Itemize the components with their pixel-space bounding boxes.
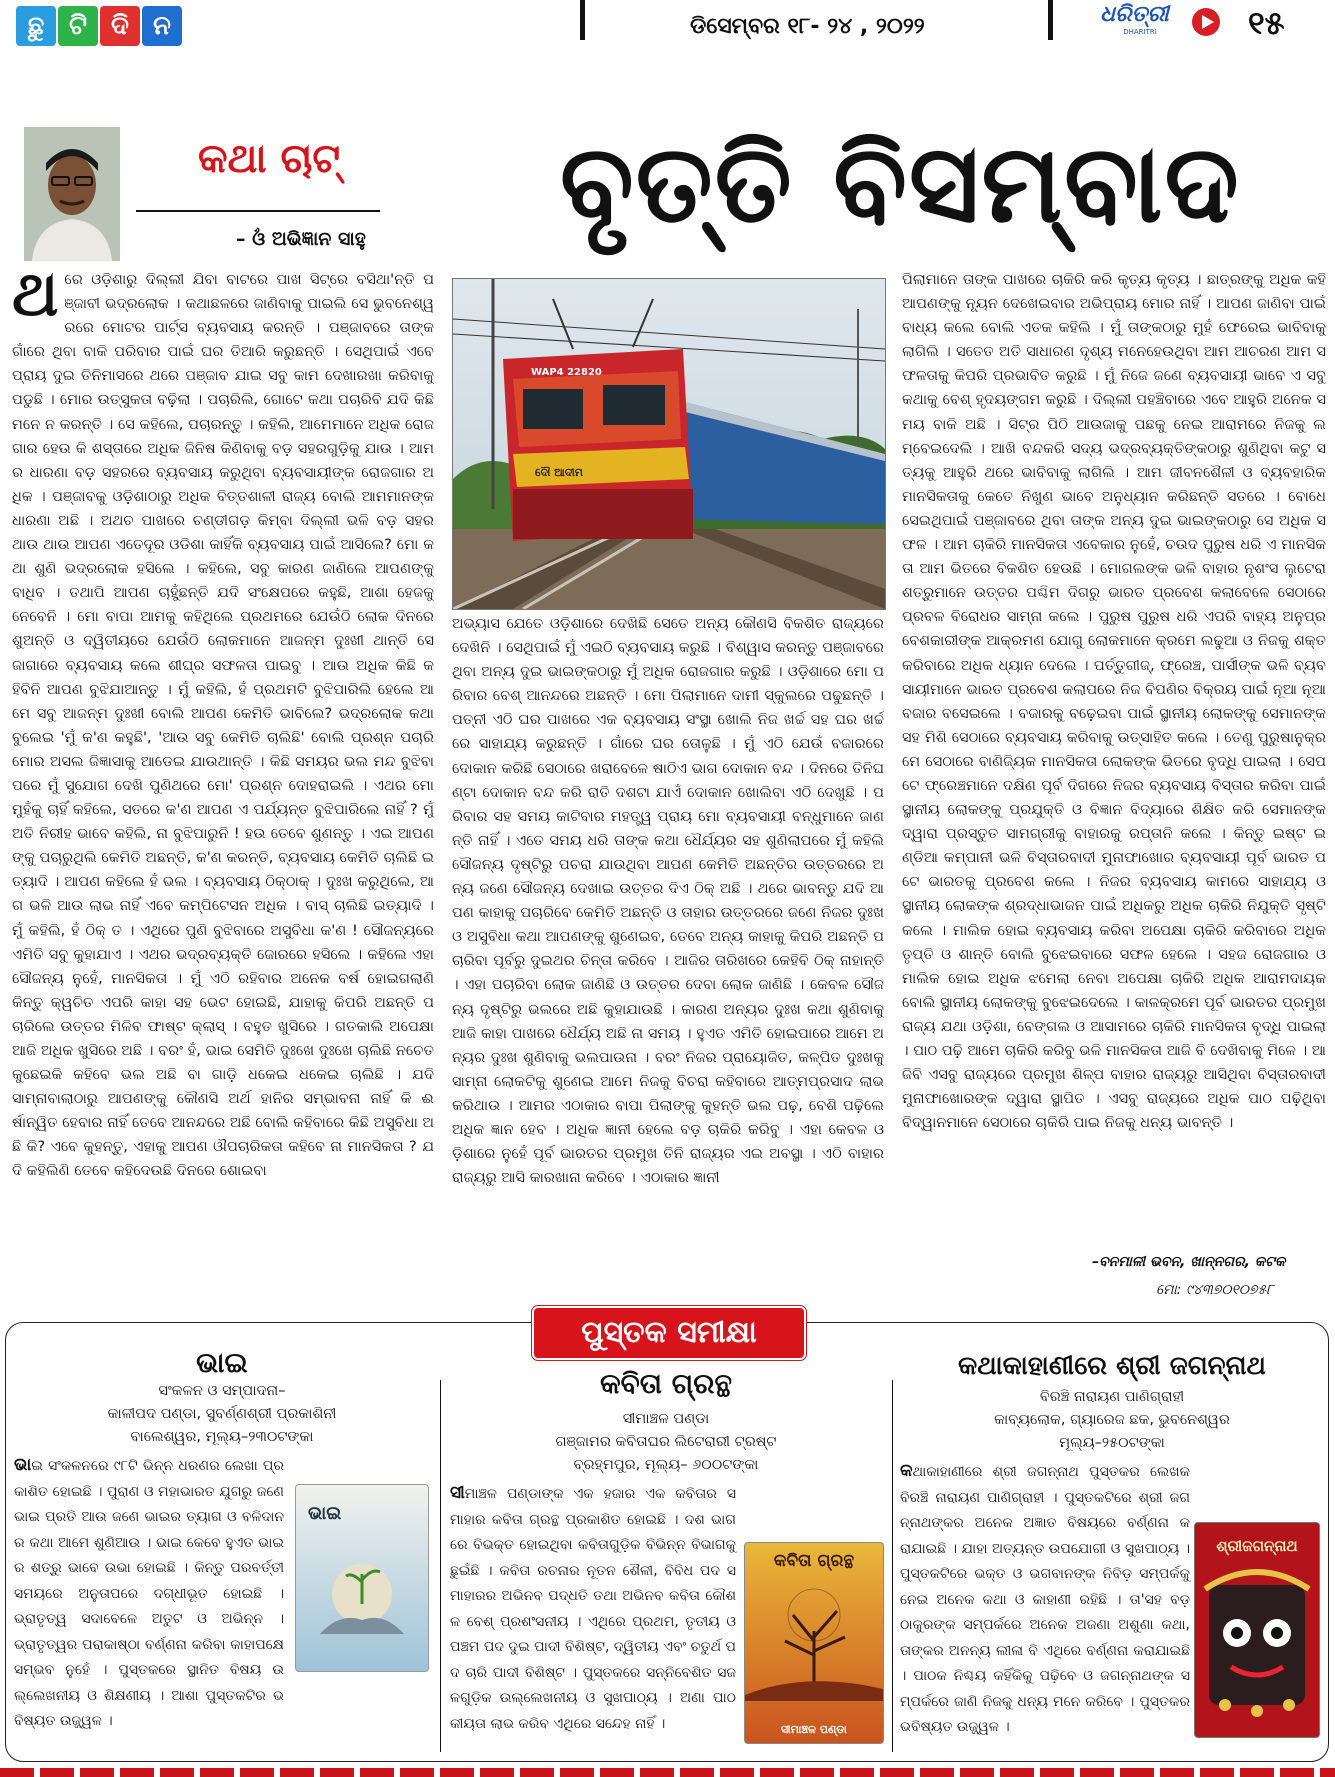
book-publisher: କାବ୍ୟଲୋକ, ଗ୍ୟାରେଜ ଛକ, ଭୁବନେଶ୍ୱର [994,1412,1230,1428]
masthead-letter-4: ନ [142,6,182,46]
dropcap: ଥ [12,268,59,330]
article-column-1 [12,268,434,1308]
article-signature: –ବନମାଳୀ ଭବନ, ଖାନ୍‌ନଗର, କଟକ [1092,1254,1286,1270]
cover-title: କବିତା ଗ୍ରନ୍ଥ [773,1551,855,1571]
article-text-3: ପିଲାମାନେ ତାଙ୍କ ପାଖରେ ଚାକିରି କରି କୃତ୍ୟ କୃତ୍ୟ । ଛାତ୍ରଙ୍କୁ ଅଧିକ କହି ଆପଣଙ୍କୁ ନ୍ୟୂନ ଦେଖେଇବାର ଅଭିପ୍ରାୟ ମୋର ନାହିଁ । ଆପଣ ଜାଣିବା ପାଇଁ ବାଧ୍ୟ କଲେ ବୋଲି ଏତକ କହିଲି । ମୁଁ ତାଙ୍କଠାରୁ ମୁହଁ ଫେରେଇ ଭାବିବାକୁ ଲାଗିଲି । ସତେତ ଅତି ସାଧାରଣ ଦୃଶ୍ୟ ମନେହେଉଥିବା ଆମ ଆଚରଣ ଆମ ସଫଳତାକୁ କିପରି ପ୍ରଭାବିତ କରୁଛି । ମୁଁ ନିଜେ ଜଣେ ବ୍ୟବସାୟୀ ଭାବେ ଏ ସବୁ କଥାକୁ ବେଶ୍ ହୃଦୟଙ୍ଗମ କରୁଛି । ଦିଲ୍ଲୀ ପହଞ୍ଚିବାରେ ଏବେ ଆହୁରି ଅନେକ ସମୟ ବାକି ଅଛି । ସିଟ୍‌ର ପିଠି ଆଉଜାକୁ ପଛକୁ ନେଇ ଆରାମରେ ନିଜକୁ ଲମ୍ବେଇଦେଲି । ଆଖି ବନ୍ଦକରି ସଦ୍ୟ ଭଦ୍ରବ୍ୟକ୍ତିଙ୍କଠାରୁ ଶୁଣିଥିବା କଟୁ ସତ୍ୟକୁ ଆହୁରି ଥରେ ଭାବିବାକୁ ଲାଗିଲି । ଆମ ଜୀବନଶୈଳୀ ଓ ବ୍ୟବହାରିକ ମାନସିକତାକୁ କେତେ ନିଖୁଣ ଭାବେ ଅନୁଧ୍ୟାନ କରିଛନ୍ତି ସତରେ । ବୋଧେ ସେଇଥିପାଇଁ ପଞ୍ଜାବରେ ଥିବା ତାଙ୍କ ଅନ୍ୟ ଦୁଇ ଭାଇଙ୍କଠାରୁ ସେ ଅଧିକ ସଫଳ । ଆମ ଚାକିରି ମାନସିକତା ଏବେକାର ନୁହେଁ, ଚଉଦ ପୁରୁଷ ଧରି ଏ ମାନସିକତା ଆମ ଭିତରେ ବିକଶିତ ହେଉଛି । ମୋଗଲଙ୍କ ଭଳି ବାହାର ନୃଶଂସ ଲୁଟେରା ଶତ୍ରୁମାନେ ଉତ୍ତର ପଶ୍ଚିମ ଦିଗରୁ ଭାରତ ପ୍ରବେଶ କଲାବେଳେ ସେଠାରେ ପ୍ରବଳ ବିରୋଧର ସାମ୍ନା କଲେ । ପୁରୁଷ ପୁରୁଷ ଧରି ଏପରି ବାହ୍ୟ ଅନୁପ୍ରବେଶକାରୀଙ୍କ ଆକ୍ରମଣ ଯୋଗୁ ଲୋକମାନେ କ୍ରମେ ଲଢୁଆ ଓ ନିଜକୁ ଶକ୍ତ କରିବାରେ ଅଧିକ ଧ୍ୟାନ ଦେଲେ । ପର୍ତ୍ତୁଗୀଜ୍, ଫ୍ରେଞ୍ଚ, ପାର୍ସୀଙ୍କ ଭଳି ବ୍ୟବସାୟୀମାନେ ଭାରତ ପ୍ରବେଶ କଲାପରେ ନିଜ ବିପଣିର ବିକ୍ରୟ ପାଇଁ ନୂଆ ନୂଆ ବଜାର ବସେଇଲେ । ବଜାରକୁ ବଢ଼େଇବା ପାଇଁ ସ୍ଥାନୀୟ ଲୋକଙ୍କୁ ସେମାନଙ୍କ ସହ ମିଶି ସେଠାରେ ବ୍ୟବସାୟ କରିବାକୁ ଉତ୍ସାହିତ କଲେ । ତେଣୁ ପୁରୁଷାନୁକ୍ରମେ ସେଠାରେ ବାଣିଜ୍ୟିକ ମାନସିକତା ଲୋକଙ୍କ ଭିତରେ ବୃଦ୍ଧି ପାଇଲା । ସେପଟେ ଫ୍ରେଞ୍ଚମାନେ ଦକ୍ଷିଣ ପୂର୍ବ ଦିଗରେ ନିଜର ବ୍ୟବସାୟ ବିସ୍ତାର କରିବା ପାଇଁ ସ୍ଥାନୀୟ ଲୋକଙ୍କୁ ପ୍ରଯୁକ୍ତି ଓ ବିଜ୍ଞାନ ବିଦ୍ୟାରେ ଶିକ୍ଷିତ କରି ସେମାନଙ୍କ ଦ୍ୱାରା ପ୍ରସ୍ତୁତ ସାମଗ୍ରୀକୁ ବାହାରକୁ ରପ୍ତାନି କଲେ । କିନ୍ତୁ ଇଷ୍ଟ ଇଣ୍ଡିଆ କମ୍ପାନୀ ଭଳି ବିସ୍ତାରବାଦୀ ମୁନାଫାଖୋର ବ୍ୟବସାୟୀ ପୂର୍ବ ଭାରତ ପଟେ ଭାରତକୁ ପ୍ରବେଶ କଲେ । ନିଜର ବ୍ୟବସାୟ କାମରେ ସାହାଯ୍ୟ ଓ ସ୍ଥାନୀୟ ଲୋକଙ୍କ ଶ୍ରଦ୍ଧାଭାଜନ ପାଇଁ ଅଧିକରୁ ଅଧିକ ଚାକିରି ନିଯୁକ୍ତି ସୃଷ୍ଟି କଲେ । ମାଲିକ ହୋଇ ବ୍ୟବସାୟ କରିବା ଅପେକ୍ଷା ଚାକିରି କରିବାରେ ଅଧିକ ତୃପ୍ତି ଓ ଶାନ୍ତି ବୋଲି ବୁଝେଇବାରେ ସଫଳ ହେଲେ । ସହଜ ରୋଜଗାର ଓ ମାଲିକ ହୋଇ ଅଧିକ ଝମେଲା ନେବା ଅପେକ୍ଷା ଚାକିରି ଅଧିକ ଆରାମଦାୟକ ବୋଲି ସ୍ଥାନୀୟ ଲୋକଙ୍କୁ ବୁଝେଇଦେଲେ । କାଳକ୍ରମେ ପୂର୍ବ ଭାରତର ପ୍ରମୁଖ ରାଜ୍ୟ ଯଥା ଓଡ଼ିଶା, ବେଙ୍ଗଲ ଓ ଆସାମରେ ଚାକିରି ମାନସିକତା ବୃଦ୍ଧି ପାଇଲା । ପାଠ ପଢ଼ି ଆମେ ଚାକିରି କରିବୁ ଭଳି ମାନସିକତା ଆଜି ବି ଦେଖିବାକୁ ମିଳେ । ଆଜିବି ଏସବୁ ରାଜ୍ୟରେ ପ୍ରମୁଖ ଶିଳ୍ପ ବାହାର ରାଜ୍ୟରୁ ଆସିଥିବା ବିସ୍ତାରବାଦୀ ମୁନାଫାଖୋରଙ୍କ ଦ୍ୱାରା ସ୍ଥାପିତ । ଏସବୁ ରାଜ୍ୟରେ ଅଧିକ ପାଠ ପଢ଼ିଥିବା ବିଦ୍ୱାନମାନେ ସେଠାରେ ଚାକିରି ପାଇ ନିଜକୁ ଧନ୍ୟ ଭାବନ୍ତି । [902,271,1326,1132]
cover-title: ଶ୍ରୀଜଗନ୍ନାଥ [1216,1537,1298,1555]
reviews-label-text: ପୁସ୍ତକ ସମୀକ୍ଷା [581,1315,757,1350]
article-column-3 [902,268,1326,1248]
cover-hands-icon [296,1524,428,1644]
footer-rule [0,1768,1335,1777]
masthead-letter-2: ଟି [58,6,98,46]
book-author: ବିରଞ୍ଚି ନାରାୟଣ ପାଣିଗ୍ରାହୀ [1039,1389,1185,1405]
column-rule [136,210,380,212]
review-lead: କ [900,1461,913,1481]
book-title: କଥାକାହାଣୀରେ ଶ୍ରୀ ଜଗନ୍ନାଥ [958,1351,1266,1381]
header-divider-2 [1048,0,1053,40]
headline: ବୃତ୍ତି ବିସମ୍ବାଦ [560,122,1241,247]
article-column-2 [452,612,884,1308]
book-price: ମୂଲ୍ୟ–୨୫୦ଟଙ୍କା [1059,1435,1165,1451]
book-cover-kabita-grantha [744,1542,884,1744]
review-divider-2 [892,1380,893,1752]
review-lead: ଭା [14,1455,32,1475]
header-divider [580,0,585,40]
section-masthead [16,6,184,46]
brand-name: ଧରିତ୍ରୀ [1100,2,1169,27]
page-number: ୧୫ [1248,4,1285,42]
cover-title: ଭାଇ [308,1503,342,1524]
book-cover-bhai [295,1484,429,1672]
article-text-1: ରେ ଓଡ଼ିଶାରୁ ଦିଲ୍ଲୀ ଯିବା ବାଟରେ ପାଖ ସିଟ୍‌ରେ ବସିଥା'ନ୍ତି ପଞ୍ଜାବୀ ଭଦ୍ରଲୋକ । କଥାଛଳରେ ଜାଣିବାକୁ ପାଇଲି ସେ ଭୁବନେଶ୍ୱରରେ ମୋଟର ପାର୍ଟ୍ସ ବ୍ୟବସାୟ କରନ୍ତି । ପଞ୍ଜାବରେ ତାଙ୍କ ଗାଁରେ ଥିବା ବାକି ପରିବାର ପାଇଁ ଘର ତିଆରି କରୁଛନ୍ତି । ସେଥିପାଇଁ ଏବେ ପ୍ରାୟ ଦୁଇ ତିନିମାସରେ ଥରେ ପଞ୍ଜାବ ଯାଇ ସବୁ କାମ ଦେଖାରଖା କରିବାକୁ ପଡୁଛି । ମୋର ଉତ୍ସୁକତା ବଢ଼ିଲା । ପଚାରିଲି, ଗୋଟେ କଥା ପଚାରିବି ଯଦି କିଛି ମନେ ନ କରନ୍ତି । ସେ କହିଲେ, ପଚାରନ୍ତୁ । କହିଲି, ଆମେମାନେ ଅଧିକ ରୋଜଗାର ହେଉ କି ଶସ୍ତାରେ ଅଧିକ ଜିନିଷ କିଣିବାକୁ ବଡ଼ ସହରଗୁଡ଼ିକୁ ଯାଉ । ଆମର ଧାରଣା ବଡ଼ ସହରରେ ବ୍ୟବସାୟ କରୁଥିବା ବ୍ୟବସାୟୀଙ୍କ ରୋଜଗାର ଅଧିକ । ପଞ୍ଜାବକୁ ଓଡ଼ିଶାଠାରୁ ଅଧିକ ବିତ୍ତଶାଳୀ ରାଜ୍ୟ ବୋଲି ଆମମାନଙ୍କ ଧାରଣା ଅଛି । ଅଥଚ ପାଖରେ ଚଣ୍ଡୀଗଡ଼ କିମ୍ବା ଦିଲ୍ଲୀ ଭଳି ବଡ଼ ସହର ଥାଉ ଥାଉ ଆପଣ ଏତେଦୂର ଓଡିଶା କାହିଁକି ବ୍ୟବସାୟ ପାଇଁ ଆସିଲେ? ମୋ କଥା ଶୁଣି ଭଦ୍ରଲୋକ ହସିଲେ । କହିଲେ, ସବୁ କାରଣ ଜାଣିଲେ ଆପଣଙ୍କୁ ବାଧିବ । ତଥାପି ଆପଣ ଚାହୁଁଛନ୍ତି ଯଦି ସଂକ୍ଷେପରେ କହୁଛି, ଆଶା ହେଜକୁ ନେବେନି । ମୋ ବାପା ଆମକୁ କହିଥିଲେ ପ୍ରଥମରେ ଯେଉଁଠି ଲୋକ ଦିନରେ ଶୁଅନ୍ତି ଓ ଦ୍ୱିତୀୟରେ ଯେଉଁଠି ଲୋକମାନେ ଆଜନ୍ମ ଦୁଃଖୀ ଥାନ୍ତି ସେ ଜାଗାରେ ବ୍ୟବସାୟ କଲେ ଶୀଘ୍ର ସଫଳତା ପାଇବୁ । ଆଉ ଅଧିକ କିଛି କହିବିନି ଆପଣ ବୁଝିଯାଆନ୍ତୁ । ମୁଁ କହିଲି, ହଁ ପ୍ରଥମଟି ବୁଝିପାରିଲି ହେଲେ ଆମେ ସବୁ ଆଜନ୍ମ ଦୁଃଖୀ ବୋଲି ଆପଣ କେମିତି ଭାବିଲେ? ଭଦ୍ରଲୋକ କଥା ବୁଲେଇ 'ମୁଁ କ'ଣ କହୁଛି', 'ଆଉ ସବୁ କେମିତି ଚାଲିଛି' ବୋଲି ପ୍ରଶ୍ନ ପଚାରି ମୋର ଅସଲ ଜିଜ୍ଞାସାକୁ ଆଡେଇ ଯାଉଥାନ୍ତି । କିଛି ସମୟର ଭଲ ମନ୍ଦ ବୁଝିବା ପରେ ମୁଁ ସୁଯୋଗ ଦେଖି ପୁଣିଥରେ ମୋ' ପ୍ରଶ୍ନ ଦୋହରାଇଲି । ଏଥର ମୋ ମୁହଁକୁ ଚାହିଁ କହିଲେ, ସତରେ କ'ଣ ଆପଣ ଏ ପର୍ଯ୍ୟନ୍ତ ବୁଝିପାରିଲେ ନାହିଁ ? ମୁଁ ଅତି ନିରୀହ ଭାବେ କହିଲି, ନା ବୁଝିପାରୁନି ! ହଉ ତେବେ ଶୁଣନ୍ତୁ । ଏଇ ଆପଣଙ୍କୁ ପଚାରୁଥିଲି କେମିତି ଅଛନ୍ତି, କ'ଣ କରନ୍ତି, ବ୍ୟବସାୟ କେମିତି ଚାଲିଛି ଇତ୍ୟାଦି । ଆପଣ କହିଲେ ହଁ ଭଲ । ବ୍ୟବସାୟ ଠିକ୍‌ଠାକ୍ । ଦୁଃଖ କରୁଥିଲେ, ଆଗ ଭଳି ଆଉ ଲାଭ ନାହିଁ ଏବେ କମ୍ପିଟେସନ ଅଧିକ । ବାସ୍ ଚାଲିଛି ଇତ୍ୟାଦି । ମୁଁ କହିଲି, ହଁ ଠିକ୍ ତ । ଏଥିରେ ପୁଣି ବୁଝିବାରେ ଅସୁବିଧା କ'ଣ ! ସୌଜନ୍ୟରେ ଏମିତି ସବୁ କୁହାଯାଏ । ଏଥର ଭଦ୍ରବ୍ୟକ୍ତି ଜୋରରେ ହସିଲେ । କହିଲେ ଏହା ସୌଜନ୍ୟ ନୁହେଁ, ମାନସିକତା । ମୁଁ ଏଠି ରହିବାର ଅନେକ ବର୍ଷ ହୋଇଗଲାଣି କିନ୍ତୁ କ୍ୱଚିତ ଏପରି କାହା ସହ ଭେଟ ହୋଇଛି, ଯାହାକୁ କିପରି ଅଛନ୍ତି ପଚାରିଲେ ଉତ୍ତର ମିଳିବ ଫାଷ୍ଟ କ୍ଲାସ୍ । ବହୁତ ଖୁସିରେ । ଗତକାଲି ଅପେକ୍ଷା ଆଜି ଅଧିକ ଖୁସିରେ ଅଛି । ବରଂ ହଁ, ଭାଇ ସେମିତି ଦୁଃଖେ ଦୁଃଖେ ଚାଲିଛି ନଚେତ କୁଛେଇକି କହିବେ ଭଲ ଅଛି ବା ଗାଡ଼ି ଧକେଇ ଧକେଇ ଚାଲିଛି । ଯଦି ସାମ୍ନାବାଲାଠାରୁ ଆପଣଙ୍କୁ କୌଣସି ଅର୍ଥ ହାନିର ସମ୍ଭାବନା ନାହିଁ କି ଈର୍ଷାନ୍ୱିତ ହେବାର ନାହିଁ ତେବେ ଆନନ୍ଦରେ ଅଛି ବୋଲି କହିବାରେ କିଛି ଅସୁବିଧା ଅଛି କି? ଏବେ କୁହନ୍ତୁ, ଏହାକୁ ଆପଣ ଔପଚାରିକତା କହିବେ ନା ମାନସିକତା ? ଯଦି କହିଲିଣି ତେବେ କହିଦେଉଛି ଦିନରେ ଶୋଇବା [12,271,434,1180]
play-icon [1192,8,1220,36]
book-publisher: ଗଞ୍ଜାମର କବିତାଘର ଲିଟେରାରୀ ଟ୍ରଷ୍ଟ [555,1434,777,1450]
book-price: ବାଲେଶ୍ୱର, ମୂଲ୍ୟ–୨୩୦ଟଙ୍କା [130,1429,314,1445]
cover-author: ସୀମାଞ୍ଚଳ ପଣ୍ଡା [781,1723,847,1736]
cover-tree-icon [745,1571,883,1701]
author-photo [24,127,120,261]
book-title: ଭାଇ [196,1346,248,1379]
masthead-letter-1: ଛୁ [16,6,56,46]
review-divider-1 [440,1380,441,1752]
author-portrait-icon [24,127,120,261]
issue-date: ଡିସେମ୍ବର ୧୮- ୨୪ , ୨୦୨୨ [690,14,925,39]
article-phone: ମୋ: ୯୪୩୭୦୧୦୭୫୮ [1156,1282,1274,1298]
book-publisher: କାଳୀପଦ ପଣ୍ଡା, ସୁବର୍ଣ୍ଣଶ୍ରୀ ପ୍ରକାଶିନୀ [107,1406,337,1422]
book-price: ବ୍ରହ୍ମପୁର, ମୂଲ୍ୟ– ୬୦୦ଟଙ୍କା [573,1457,759,1473]
review-lead: ସୀ [450,1483,465,1503]
author-name: – ଓଁ ଅଭିଜ୍ଞାନ ସାହୁ [236,228,366,250]
review-text: ଇ ସଂକଳନରେ ୯୮ଟି ଭିନ୍ନ ଧରଣର ଲେଖା ପ୍ରକାଶିତ ହୋଇଛି । ପୁରାଣ ଓ ମହାଭାରତ ଯୁଗରୁ ଜଣେ ଭାଇ ପ୍ରତି ଆଉ ଜଣେ ଭାଇର ତ୍ୟାଗ ଓ ବଳିଦାନର କଥା ଆମେ ଶୁଣିଆଉ । ଭାଇ କେବେ ହୁଏତ ଭାଇର ଶତ୍ରୁ ଭାବେ ଉଭା ହୋଇଛି । କିନ୍ତୁ ପରବର୍ତ୍ତୀ ସମୟରେ ଅନୁତାପରେ ଦଗ୍ଧୀଭୂତ ହୋଇଛି । ଭ୍ରାତୃତ୍ୱ ସଦାବେଳେ ଅତୁଟ ଓ ଅଭିନ୍ନ । ଭ୍ରାତୃତ୍ୱର ପରାକାଷ୍ଠା ବର୍ଣ୍ଣନା କରିବା କାହାପକ୍ଷେ ସମ୍ଭବ ନୁହେଁ । ପୁସ୍ତକରେ ସ୍ଥାନିତ ବିଷୟ ଉଲ୍ଲେଖନୀୟ ଓ ଶିକ୍ଷଣୀୟ । ଆଶା ପୁସ୍ତକଟିର ଭବିଷ୍ୟତ ଉଜ୍ଜ୍ୱଳ । [14,1458,284,1729]
book-cover-jagannath [1194,1522,1320,1738]
review-text: ଥାକାହାଣୀରେ ଶ୍ରୀ ଜଗନ୍ନାଥ ପୁସ୍ତକର ଲେଖକ ବିରଞ୍ଚି ନାରାୟଣ ପାଣିଗ୍ରାହୀ । ପୁସ୍ତକଟିରେ ଶ୍ରୀ ଜଗନ୍ନାଥଙ୍କର ଅନେକ ଅଜ୍ଞାତ ବିଷୟରେ ବର୍ଣ୍ଣନା କରାଯାଇଛି । ଯାହା ଅତ୍ୟନ୍ତ ଉପଯୋଗୀ ଓ ସୁଖପାଠ୍ୟ । ପୁସ୍ତକଟିରେ ଭକ୍ତ ଓ ଭଗବାନଙ୍କ ନିବିଡ଼ ସମ୍ପର୍କକୁ ନେଇ ଅନେକ କଥା ଓ କାହାଣୀ ରହିଛି । ତା'ସହ ବଡ଼ ଠାକୁରଙ୍କ ସମ୍ପର୍କରେ ଅନେକ ଅଜଣା ଅଶୁଣା କଥା, ତାଙ୍କର ଅନନ୍ୟ ଲୀଳା ବି ଏଥିରେ ବର୍ଣ୍ଣନା କରାଯାଇଛି । ପାଠକ ନିଶ୍ଚୟ କହିଁକିକୁ ପଢ଼ିବେ ଓ ଜଗନ୍ନାଥଙ୍କ ସମ୍ପର୍କରେ ଜାଣି ନିଜକୁ ଧନ୍ୟ ମନେ କରିବେ । ପୁସ୍ତକର ଭବିଷ୍ୟତ ଉଜ୍ଜ୍ୱଳ । [900,1464,1190,1735]
masthead-letter-3: ଦି [100,6,140,46]
locomotive-image [453,279,885,609]
loco-code: WAP4 22820 [531,367,602,378]
loco-name: ଦୌ ଆଦୀମ [535,466,583,479]
cover-deity-icon [1195,1555,1319,1725]
article-text-2: ଅଭ୍ୟାସ ଯେତେ ଓଡ଼ିଶାରେ ଦେଖିଛି ସେତେ ଅନ୍ୟ କୌଣସି ବିକଶିତ ରାଜ୍ୟରେ ଦେଖିନି । ସେଥିପାଇଁ ମୁଁ ଏଇଠି ବ୍ୟବସାୟ କରୁଛି । ବିଶ୍ୱାସ କରନ୍ତୁ ପଞ୍ଜାବରେ ଥିବା ଅନ୍ୟ ଦୁଇ ଭାଇଙ୍କଠାରୁ ମୁଁ ଅଧିକ ରୋଜଗାର କରୁଛି । ଓଡ଼ିଶାରେ ମୋ ପରିବାର ବେଶ୍ ଆନନ୍ଦରେ ଅଛନ୍ତି । ମୋ ପିଲାମାନେ ଦାମୀ ସ୍କୁଲରେ ପଢୁଛନ୍ତି । ପତ୍ନୀ ଏଠି ଘର ପାଖରେ ଏକ ବ୍ୟବସାୟ ସଂସ୍ଥା ଖୋଲି ନିଜ ଖର୍ଚ୍ଚ ସହ ଘର ଖର୍ଚ୍ଚରେ ସାହାଯ୍ୟ କରୁଛନ୍ତି । ଗାଁରେ ଘର ତୋଳୁଛି । ମୁଁ ଏଠି ଯେଉଁ ବଜାରରେ ଦୋକାନ କରିଛି ସେଠାରେ ଖରାବେଳେ ଷାଠିଏ ଭାଗ ଦୋକାନ ବନ୍ଦ । ଦିନରେ ତିନିଘଣ୍ଟା ଦୋକାନ ବନ୍ଦ କରି ରାତି ଦଶଟା ଯାଏଁ ଦୋକାନ ଖୋଲିବା ଏଠି ଦେଖୁଛି । ପରିବାର ସହ ସମୟ କାଟିବାର ମହତ୍ତ୍ୱ ପ୍ରାୟ ମୋ ବ୍ୟବସାୟୀ ବନ୍ଧୁମାନେ ଜାଣନ୍ତି ନାହିଁ । ଏତେ ସମୟ ଧରି ତାଙ୍କ କଥା ଧୈର୍ଯ୍ୟର ସହ ଶୁଣିଲାପରେ ମୁଁ କହିଲି ସୌଜନ୍ୟ ଦୃଷ୍ଟିରୁ ପଚରା ଯାଉଥିବା ଆପଣ କେମିତି ଅଛନ୍ତିର ଉତ୍ତରରେ ଅନ୍ୟ ଜଣେ ସୌଜନ୍ୟ ଦେଖାଇ ଉତ୍ତର ଦିଏ ଠିକ୍ ଅଛି । ଥରେ ଭାବନ୍ତୁ ଯଦି ଆପଣ କାହାକୁ ପଚାରିବେ କେମିତି ଅଛନ୍ତି ଓ ତାହାର ଉତ୍ତରରେ ଜଣେ ନିଜର ଦୁଃଖ ଓ ଅସୁବିଧା କଥା ଆପଣଙ୍କୁ ଶୁଣେଇବ, ତେବେ ଅନ୍ୟ କାହାକୁ କିପରି ଅଛନ୍ତି ପଚାରିବା ପୂର୍ବରୁ ଦୁଇଥର ଚିନ୍ତା କରିବେ । ଆଜିର ତାରିଖରେ କେହିବି ଠିକ୍ ନାହାନ୍ତି । ଏହା ପଚାରିବା ଲୋକ ଜାଣିଛି ଓ ଉତ୍ତର ଦେବା ଲୋକ ଜାଣିଛି । କେବଳ ସୌଜନ୍ୟ ଦୃଷ୍ଟିରୁ ଭଲରେ ଅଛି କୁହାଯାଉଛି । କାରଣ ଅନ୍ୟର ଦୁଃଖ କଥା ଶୁଣିବାକୁ ଆଜି କାହା ପାଖରେ ଧୈର୍ଯ୍ୟ ଅଛି ନା ସମୟ । ହୁଏତ ଏମିତି ହୋଇପାରେ ଆମେ ଅନ୍ୟର ଦୁଃଖ ଶୁଣିବାକୁ ଭଲପାଉନା । ବରଂ ନିଜର ପ୍ରାୟୋଜିତ, କଳ୍ପିତ ଦୁଃଖକୁ ସାମ୍ନା ଲୋକଟିକୁ ଶୁଣେଇ ଆମେ ନିଜକୁ ବିଚରା କହିବାରେ ଆତ୍ମପ୍ରସାଦ ଲାଭ କରିଥାଉ । ଆମର ଏଠାକାର ବାପା ପିଲାଙ୍କୁ କୁହନ୍ତି ଭଲ ପଢ଼, ବେଶି ପଢ଼ିଲେ ଅଧିକ ଜ୍ଞାନ ହେବ । ଅଧିକ ଜ୍ଞାନୀ ହେଲେ ବଡ଼ ଚାକିରି କରିବୁ । ଏହା କେବଳ ଓଡ଼ିଶାରେ ନୁହେଁ ପୂର୍ବ ଭାରତର ପ୍ରମୁଖ ତିନି ରାଜ୍ୟର ଏଇ ଅବସ୍ଥା । ଏଠି ବାହାର ରାଜ୍ୟରୁ ଆସି କାରଖାନା କରିବେ । ଏଠାକାର ଜ୍ଞାନୀ [452,615,884,1187]
book-editor: ସଂକଳନ ଓ ସମ୍ପାଦନା– [158,1383,286,1399]
column-label: କଥା ଚାଟ୍ [198,136,341,182]
book-title: କବିତା ଗ୍ରନ୍ଥ [599,1367,733,1400]
brand-subtitle: DHARITRI [1123,28,1157,36]
book-author: ସୀମାଞ୍ଚଳ ପଣ୍ଡା [622,1411,710,1427]
review-text: ମାଞ୍ଚଳ ପଣ୍ଡାଙ୍କ ଏକ ହଜାର ଏକ କବିତାର ସମାହାର କବିତା ଗ୍ରନ୍ଥ ପ୍ରକାଶିତ ହୋଇଛି । ଦଶ ଭାଗରେ ବିଭକ୍ତ ହୋଇଥିବା କବିତାଗୁଡ଼ିକ ବିଭିନ୍ନ ବିଭାଗକୁ ଛୁଇଁଛି । କବିତା ରଚନାର ନୂତନ ଶୈଳୀ, ବିବିଧ ପଦ ସମାହାରର ଅଭିନବ ପଦ୍ଧତି ତଥା ଅଭିନବ କବିତା କୌଶଳ ବେଶ୍ ପ୍ରଶଂସନୀୟ । ଏଥିରେ ପ୍ରଥମ, ତୃତୀୟ ଓ ପଞ୍ଚମ ପଦ ଦୁଇ ପାଦୀ ବିଶିଷ୍ଟ, ଦ୍ୱିତୀୟ ଏବଂ ଚତୁର୍ଥ ପଦ ଚାରି ପାଦୀ ବିଶିଷ୍ଟ । ପୁସ୍ତକରେ ସନ୍ନିବେଶିତ ସଜଳଗୁଡ଼ିକ ଉଲ୍ଲେଖନୀୟ ଓ ସୁଖପାଠ୍ୟ । ଅଣା ପାଠକୀୟତା ଲାଭ କରିବ ଏଥିରେ ସନ୍ଦେହ ନାହିଁ । [450,1486,736,1732]
train-photo [452,278,886,610]
brand-logo [1100,2,1180,42]
